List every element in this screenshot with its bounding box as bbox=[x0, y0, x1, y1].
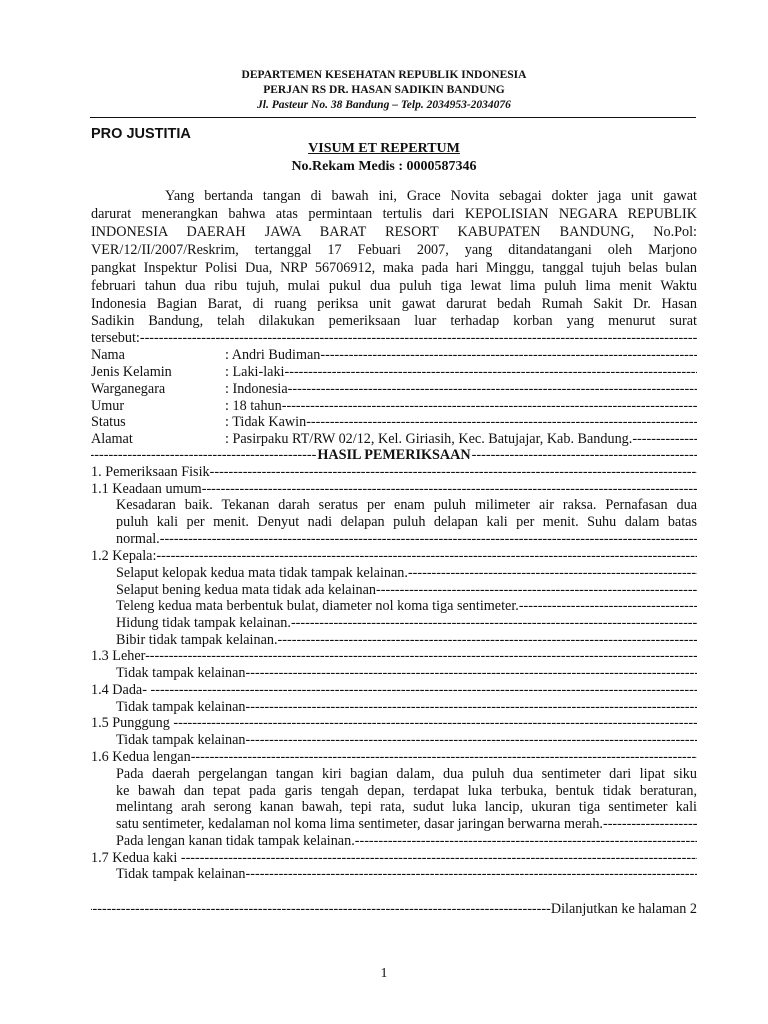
exam-item: Tidak tampak kelainan ----- bbox=[116, 732, 697, 749]
exam-text-line: Pada daerah pergelangan tangan kiri bagian dalam, dua puluh dua sentimeter dari lipat siku bbox=[116, 766, 697, 782]
pro-justitia-label: PRO JUSTITIA bbox=[91, 126, 191, 142]
header-address: Jl. Pasteur No. 38 Bandung – Telp. 2034953-2034076 bbox=[257, 99, 511, 111]
exam-item: Hidung tidak tampak kelainan. ----- bbox=[116, 615, 697, 632]
exam-item: Tidak tampak kelainan ----- bbox=[116, 665, 697, 682]
section-physical-exam: 1. Pemeriksaan Fisik ----- bbox=[91, 464, 697, 481]
field-value-jenis-kelamin: : Laki-laki ----- bbox=[225, 364, 697, 381]
continued-note bbox=[91, 901, 697, 918]
intro-line: VER/12/II/2007/Reskrim, tertanggal 17 Febuari 2007, yang ditandatangani oleh Marjono bbox=[91, 242, 697, 258]
document-title-text: VISUM ET REPERTUM bbox=[308, 141, 460, 156]
exam-item: Tidak tampak kelainan ----- bbox=[116, 866, 697, 883]
intro-line: februari tahun dua ribu tujuh, mulai pukul dua puluh tiga lewat lima puluh lima menit Waktu bbox=[91, 278, 697, 294]
exam-text-line: ke bawah dan tepat pada garis tengah depan, terdapat luka terbuka, bentuk tidak beraturan, bbox=[116, 783, 697, 799]
field-label-umur: Umur bbox=[91, 398, 125, 414]
field-label-nama: Nama bbox=[91, 347, 125, 363]
exam-item: Teleng kedua mata berbentuk bulat, diameter nol koma tiga sentimeter. ----- bbox=[116, 598, 697, 615]
intro-line: Sadikin Bandung, telah dilakukan pemeriksaan luar terhadap korban yang menurut surat bbox=[91, 313, 697, 329]
medical-record-number: No.Rekam Medis : 0000587346 bbox=[291, 159, 477, 174]
section-back: 1.5 Punggung ----- bbox=[91, 715, 697, 732]
field-label-jenis-kelamin: Jenis Kelamin bbox=[91, 364, 172, 380]
exam-text-line: Kesadaran baik. Tekanan darah seratus per enam puluh milimeter air raksa. Pernafasan dua bbox=[116, 497, 697, 513]
header-hospital: PERJAN RS DR. HASAN SADIKIN BANDUNG bbox=[263, 84, 505, 96]
document-title bbox=[0, 141, 768, 157]
field-label-warganegara: Warganegara bbox=[91, 381, 166, 397]
section-head: 1.2 Kepala: ----- bbox=[91, 548, 697, 565]
field-value-warganegara: : Indonesia ----- bbox=[225, 381, 697, 398]
exam-item: Tidak tampak kelainan ----- bbox=[116, 699, 697, 716]
field-value-status: : Tidak Kawin ----- bbox=[225, 414, 697, 431]
section-general-condition: 1.1 Keadaan umum ----- bbox=[91, 481, 697, 498]
intro-line: Yang bertanda tangan di bawah ini, Grace Novita sebagai dokter jaga unit gawat bbox=[165, 188, 697, 204]
header-department: DEPARTEMEN KESEHATAN REPUBLIK INDONESIA bbox=[241, 69, 527, 81]
intro-line: INDONESIA DAERAH JAWA BARAT RESORT KABUPATEN BANDUNG, No.Pol: bbox=[91, 224, 697, 240]
results-heading bbox=[91, 447, 697, 464]
exam-text-line: Pada lengan kanan tidak tampak kelainan. ----- bbox=[116, 833, 697, 850]
field-value-alamat: : Pasirpaku RT/RW 02/12, Kel. Giriasih, Kec. Batujajar, Kab. Bandung. ----- bbox=[225, 431, 697, 448]
exam-item: Selaput bening kedua mata tidak ada kelainan ----- bbox=[116, 582, 697, 599]
intro-line: tersebut: ----- bbox=[91, 330, 697, 347]
intro-line: Indonesia Bagian Barat, di ruang periksa unit gawat darurat bedah Rumah Sakit Dr. Hasan bbox=[91, 296, 697, 312]
exam-text-line: normal. ----- bbox=[116, 531, 697, 548]
exam-item: Bibir tidak tampak kelainan. ----- bbox=[116, 632, 697, 649]
dash-leader bbox=[91, 901, 551, 918]
field-value-nama: : Andri Budiman ----- bbox=[225, 347, 697, 364]
exam-text-line: melintang arah serong kanan bawah, tepi rata, sudut luka lancip, ukuran tiga sentimeter kali bbox=[116, 799, 697, 815]
page-number: 1 bbox=[380, 966, 388, 981]
intro-line: pangkat Inspektur Polisi Dua, NRP 56706912, maka pada hari Minggu, tanggal tujuh belas bulan bbox=[91, 260, 697, 276]
dash-leader bbox=[472, 447, 697, 464]
exam-text-line: satu sentimeter, kedalaman nol koma lima sentimeter, dasar jaringan berwarna merah. ----- bbox=[116, 816, 697, 833]
field-label-alamat: Alamat bbox=[91, 431, 133, 447]
field-value-umur: : 18 tahun ----- bbox=[225, 398, 697, 415]
exam-item: Selaput kelopak kedua mata tidak tampak kelainan. ----- bbox=[116, 565, 697, 582]
header-rule bbox=[90, 117, 696, 118]
exam-text-line: puluh kali per menit. Denyut nadi delapan puluh delapan kali per menit. Suhu dalam batas bbox=[116, 514, 697, 530]
section-arms: 1.6 Kedua lengan ----- bbox=[91, 749, 697, 766]
section-neck: 1.3 Leher ----- bbox=[91, 648, 697, 665]
continued-text: Dilanjutkan ke halaman 2 bbox=[550, 901, 697, 917]
section-chest: 1.4 Dada- ----- bbox=[91, 682, 697, 699]
field-label-status: Status bbox=[91, 414, 126, 430]
results-heading-text: HASIL PEMERIKSAAN bbox=[317, 447, 471, 463]
intro-line: darurat menerangkan bahwa atas permintaan tertulis dari KEPOLISIAN NEGARA REPUBLIK bbox=[91, 206, 697, 222]
dash-leader bbox=[91, 447, 316, 464]
section-legs: 1.7 Kedua kaki ----- bbox=[91, 850, 697, 867]
